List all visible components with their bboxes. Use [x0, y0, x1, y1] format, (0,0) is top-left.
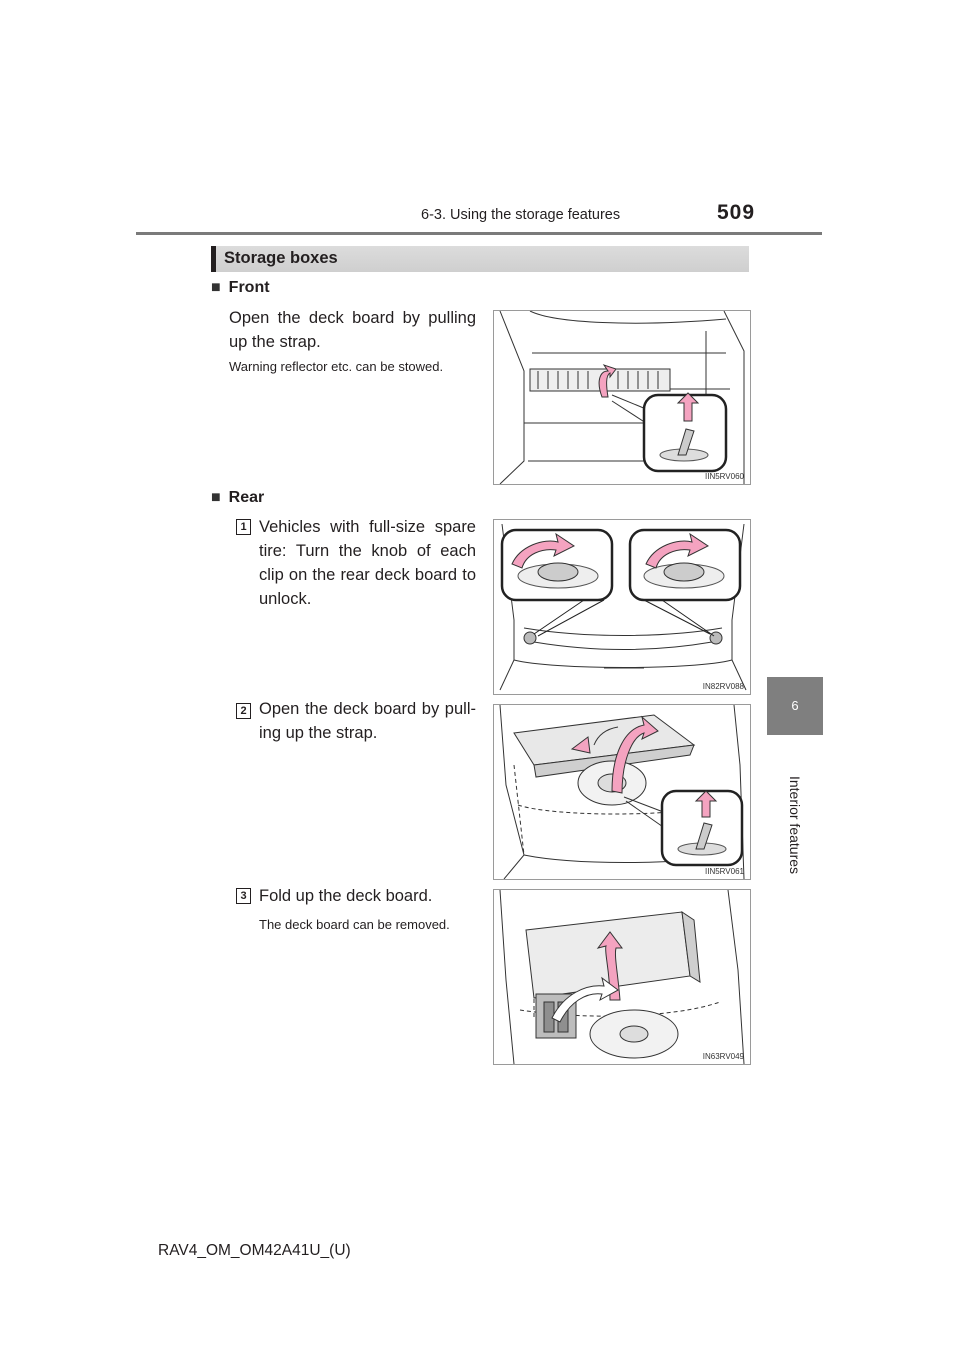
- step-number-2: 2: [236, 703, 251, 719]
- front-instruction: Open the deck board by pulling up the strap.: [229, 309, 476, 351]
- deck-open-illustration: [494, 705, 750, 879]
- figure-code-step-3: IN63RV049: [702, 1052, 744, 1061]
- section-header: 6-3. Using the storage features: [421, 207, 621, 223]
- document-footer-code: RAV4_OM_OM42A41U_(U): [158, 1242, 351, 1259]
- deck-folded-illustration: [494, 890, 750, 1064]
- front-note: Warning reflector etc. can be stowed.: [229, 359, 444, 374]
- subheading-front: ■ Front: [211, 279, 270, 297]
- step-1-text: Vehicles with full-size spare tire: Turn the knob of each clip on the rear deck board to unlock.: [259, 518, 476, 608]
- figure-rear-deck-clips: [493, 519, 751, 695]
- step-3-note: The deck board can be removed.: [259, 917, 450, 932]
- chapter-tab-label: [767, 735, 823, 915]
- header-rule: [136, 232, 822, 235]
- section-bar-marker: [211, 246, 216, 272]
- figure-front-storage: [493, 310, 751, 485]
- section-title-bar: [211, 246, 749, 272]
- front-storage-illustration: [494, 311, 750, 484]
- step-2-text: Open the deck board by pull-ing up the strap.: [259, 700, 476, 742]
- step-number-1: 1: [236, 519, 251, 535]
- figure-rear-deck-folded: [493, 889, 751, 1065]
- figure-rear-deck-open: [493, 704, 751, 880]
- step-number-3: 3: [236, 888, 251, 904]
- chapter-tab-number: 6: [767, 677, 823, 735]
- section-title: Storage boxes: [224, 249, 338, 267]
- figure-code-front: IIN5RV060: [705, 472, 744, 481]
- page-number: 509: [717, 201, 756, 224]
- step-3-text: Fold up the deck board.: [259, 887, 433, 905]
- chapter-tab-label-text: Interior features: [787, 775, 803, 875]
- subheading-rear: ■ Rear: [211, 489, 264, 507]
- figure-code-step-2: IIN5RV061: [705, 867, 744, 876]
- deck-clip-illustration: [494, 520, 750, 694]
- figure-code-step-1: IN82RV088: [702, 682, 744, 691]
